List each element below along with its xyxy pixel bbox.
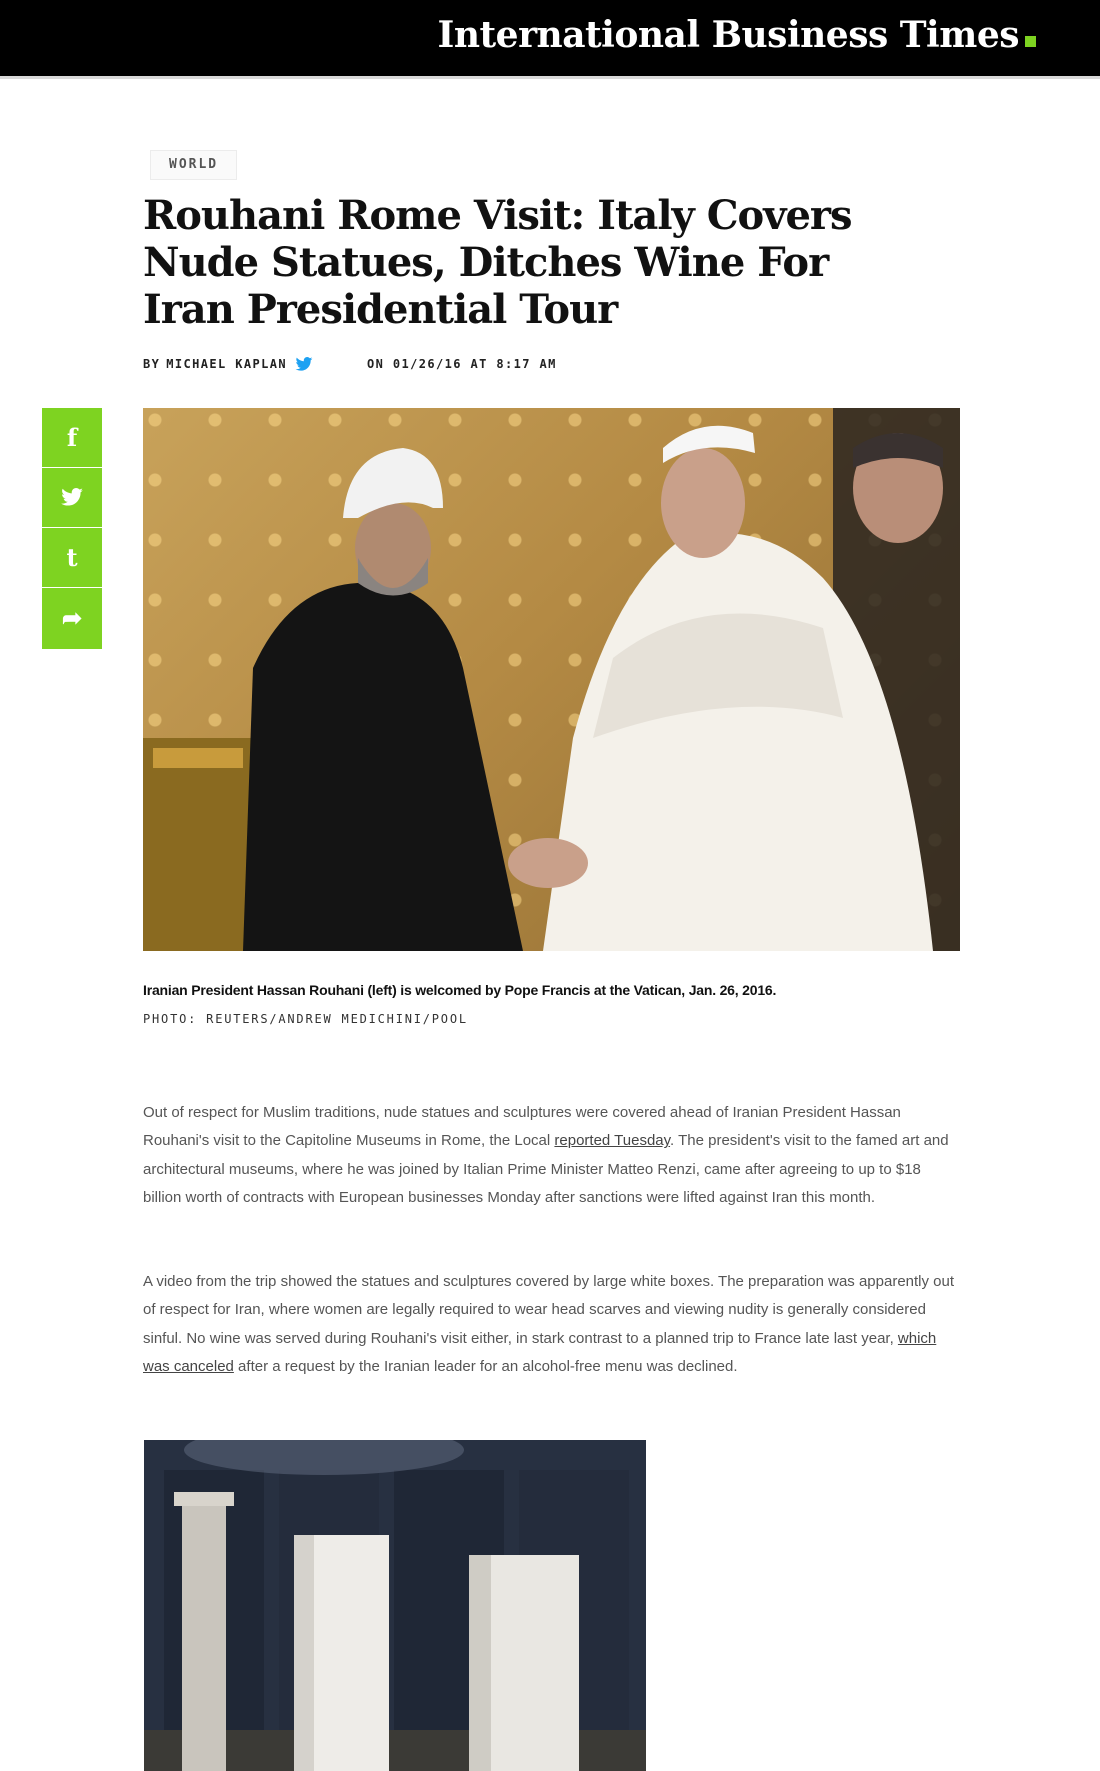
hero-photo-illustration [143, 408, 960, 951]
publish-date: ON 01/26/16 AT 8:17 AM [367, 357, 557, 371]
paragraph-1-text-b: . The president's visit to the famed art and architectural museums, where he was joined by Italian Prime Minister Matteo Renzi, came after agreeing to up to $18 billion worth of contracts with European businesses Monday after sanctions were lifted against Iran this month. [143, 1132, 949, 1206]
author-link[interactable]: MICHAEL KAPLAN [166, 357, 287, 371]
hero-caption: Iranian President Hassan Rouhani (left) is welcomed by Pope Francis at the Vatican, Jan. 26, 2016. [143, 982, 777, 998]
hero-credit: PHOTO: REUTERS/ANDREW MEDICHINI/POOL [143, 1012, 468, 1026]
paragraph-2-text-a: A video from the trip showed the statues and sculptures covered by large white boxes. The preparation was apparently out of respect for Iran, where women are legally required to wear head scarves and viewing nudity is generally considered sinful. No wine was served during Rouhani's visit either, in stark contrast to a planned trip to France late last year, [143, 1273, 955, 1347]
facebook-icon: f [66, 423, 78, 452]
site-logo-text: International Business Times [437, 14, 1019, 56]
share-rail [42, 408, 102, 649]
logo-dot-icon [1025, 36, 1036, 47]
hero-photo [143, 408, 960, 951]
byline-prefix: BY [143, 357, 161, 371]
twitter-icon [61, 483, 83, 512]
twitter-share-button[interactable] [42, 468, 102, 528]
site-logo[interactable] [438, 14, 1036, 56]
more-share-button[interactable] [42, 588, 102, 647]
share-arrow-icon: ➦ [61, 603, 83, 632]
twitter-bird-icon[interactable] [295, 357, 313, 371]
tumblr-icon: t [66, 543, 78, 572]
paragraph-2-text-b: after a request by the Iranian leader for an alcohol-free menu was declined. [233, 1357, 738, 1375]
paragraph-1-text-a: Out of respect for Muslim traditions, nude statues and sculptures were covered ahead of Iranian President Hassan Rouhani's visit to the Capitoline Museums in Rome, the Local [143, 1104, 901, 1150]
article-paragraph-2 [143, 1268, 960, 1381]
which-was-canceled-link[interactable]: which was canceled [143, 1329, 937, 1375]
article-headline: Rouhani Rome Visit: Italy Covers Nude Statues, Ditches Wine For Iran Presidential Tour [143, 192, 852, 333]
facebook-share-button[interactable] [42, 408, 102, 468]
covered-statues-photo [144, 1440, 646, 1771]
reported-tuesday-link[interactable]: reported Tuesday [554, 1132, 671, 1150]
byline [143, 354, 843, 374]
covered-statues-illustration [144, 1440, 646, 1771]
tumblr-share-button[interactable] [42, 528, 102, 588]
article-paragraph-1 [143, 1099, 960, 1212]
section-tag[interactable]: WORLD [150, 150, 237, 180]
site-header [0, 0, 1100, 79]
